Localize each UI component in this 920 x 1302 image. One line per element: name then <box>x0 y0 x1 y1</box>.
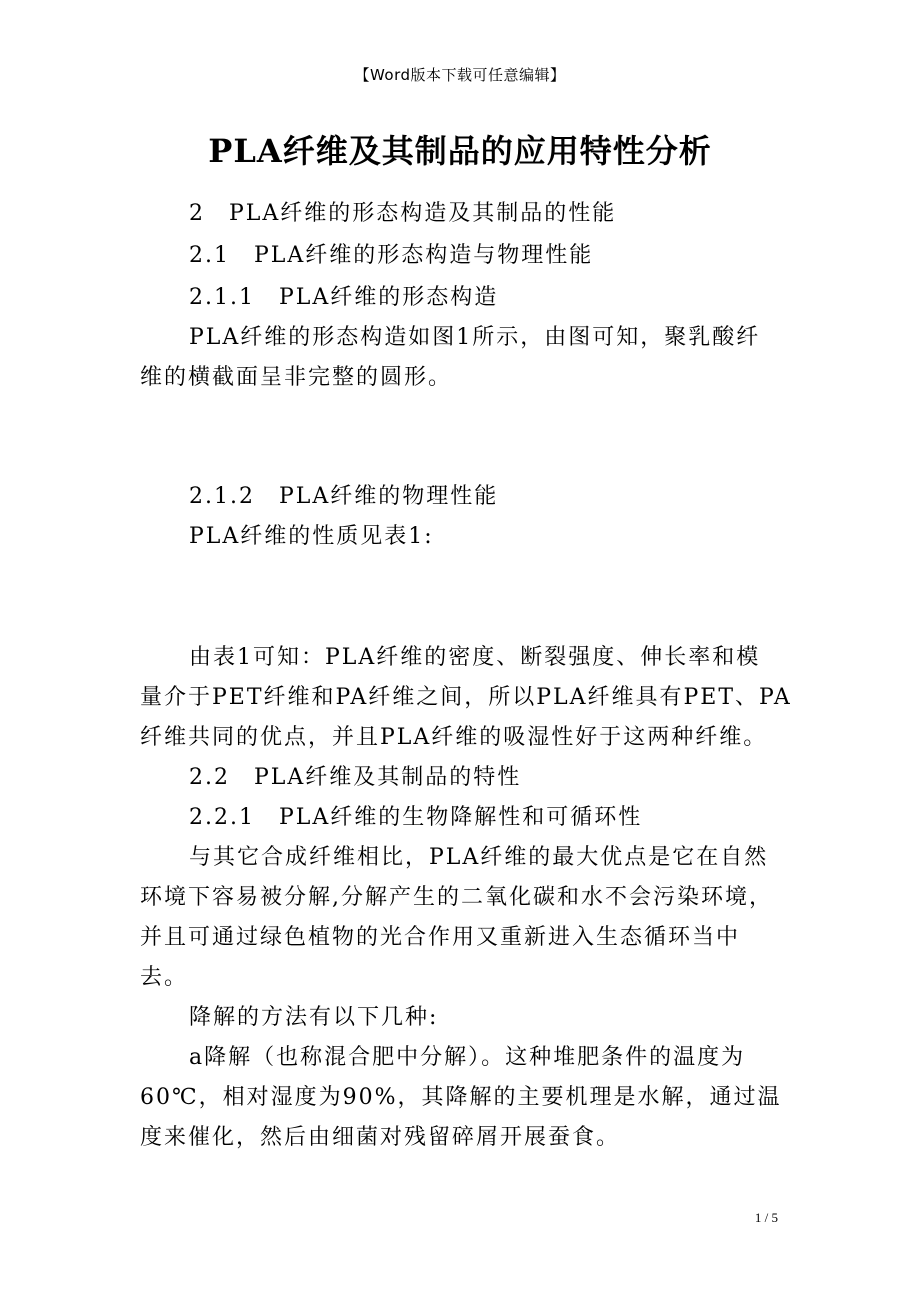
section-heading-2-2-1: 2.2.1 PLA纤维的生物降解性和可循环性 <box>189 805 643 830</box>
paragraph-line: 并且可通过绿色植物的光合作用又重新进入生态循环当中 <box>140 925 741 950</box>
paragraph-line: a降解（也称混合肥中分解）。这种堆肥条件的温度为 <box>189 1045 746 1070</box>
paragraph-line: 去。 <box>140 965 189 990</box>
paragraph-line: 60℃，相对湿度为90%，其降解的主要机理是水解，通过温 <box>140 1085 782 1110</box>
section-heading-2-1-2: 2.1.2 PLA纤维的物理性能 <box>189 484 499 509</box>
paragraph-line: 维的横截面呈非完整的圆形。 <box>140 365 453 390</box>
paragraph-line: 由表1可知：PLA纤维的密度、断裂强度、伸长率和模 <box>189 645 761 670</box>
paragraph-line: PLA纤维的形态构造如图1所示，由图可知，聚乳酸纤 <box>189 325 761 350</box>
paragraph-line: 量介于PET纤维和PA纤维之间，所以PLA纤维具有PET、PA <box>140 685 792 710</box>
section-heading-2-1: 2.1 PLA纤维的形态构造与物理性能 <box>189 243 594 268</box>
section-heading-2-2: 2.2 PLA纤维及其制品的特性 <box>189 765 522 790</box>
paragraph-line: 度来催化，然后由细菌对残留碎屑开展蚕食。 <box>140 1125 621 1150</box>
section-heading-2: 2 PLA纤维的形态构造及其制品的性能 <box>189 201 617 226</box>
paragraph-line: 与其它合成纤维相比，PLA纤维的最大优点是它在自然 <box>189 845 769 870</box>
page-number: 1 / 5 <box>754 1210 778 1225</box>
section-heading-2-1-1: 2.1.1 PLA纤维的形态构造 <box>189 285 499 310</box>
paragraph-line: PLA纤维的性质见表1: <box>189 524 434 549</box>
paragraph-line: 降解的方法有以下几种: <box>189 1005 439 1030</box>
document-title: PLA纤维及其制品的应用特性分析 <box>208 132 712 170</box>
page-header: 【Word版本下载可任意编辑】 <box>354 66 566 84</box>
paragraph-line: 纤维共同的优点，并且PLA纤维的吸湿性好于这两种纤维。 <box>140 725 768 750</box>
paragraph-line: 环境下容易被分解,分解产生的二氧化碳和水不会污染环境， <box>140 885 773 910</box>
